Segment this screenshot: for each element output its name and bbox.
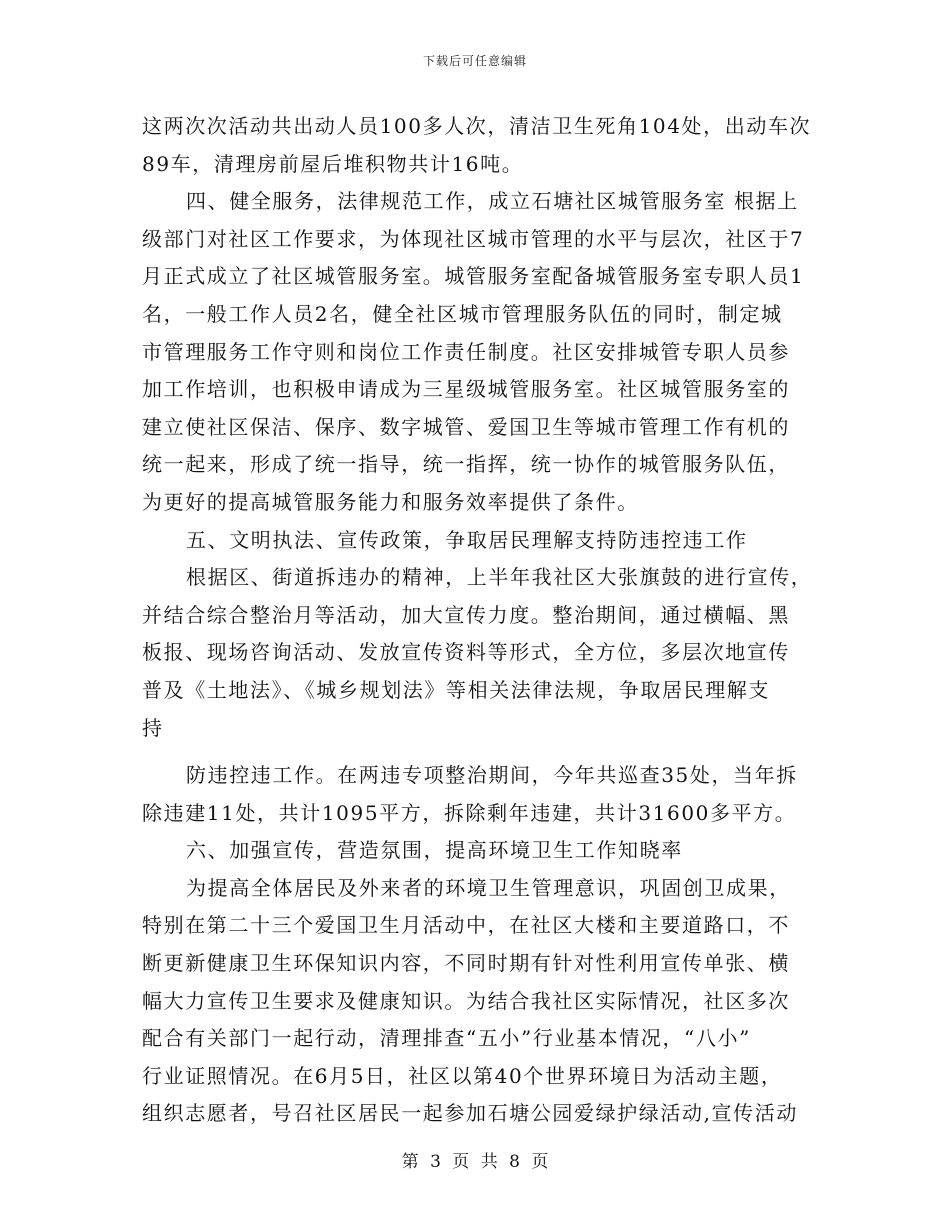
page-header: 下载后可任意编辑 — [422, 54, 527, 68]
section-heading: 五、文明执法、宣传政策，争取居民理解支持防违控违工作 — [186, 527, 748, 552]
body-line: 普及《土地法》、《城乡规划法》等相关法律法规，争取居民理解支 — [142, 677, 770, 702]
body-line: 为提高全体居民及外来者的环境卫生管理意识，巩固创卫成果， — [186, 875, 791, 900]
body-line: 组织志愿者，号召社区居民一起参加石塘公园爱绿护绿活动,宣传活动 — [142, 1101, 798, 1126]
body-line: 并结合综合整治月等活动，加大宣传力度。整治期间，通过横幅、黑 — [142, 602, 790, 627]
body-line: 配合有关部门一起行动，清理排查“五小”行业基本情况，“八小” — [142, 1026, 751, 1051]
body-line: 加工作培训，也积极申请成为三星级城管服务室。社区城管服务室的 — [142, 377, 790, 402]
body-line: 为更好的提高城管服务能力和服务效率提供了条件。 — [142, 489, 639, 514]
body-line: 级部门对社区工作要求，为体现社区城市管理的水平与层次，社区于7 — [142, 226, 805, 251]
body-line: 幅大力宣传卫生要求及健康知识。为结合我社区实际情况，社区多次 — [142, 988, 790, 1013]
body-line: 板报、现场咨询活动、发放宣传资料等形式，全方位，多层次地宣传 — [142, 640, 790, 665]
body-line: 行业证照情况。在6月5日，社区以第40个世界环境日为活动主题， — [142, 1063, 783, 1088]
body-line: 市管理服务工作守则和岗位工作责任制度。社区安排城管专职人员参 — [142, 339, 790, 364]
body-line: 根据区、街道拆违办的精神，上半年我社区大张旗鼓的进行宣传， — [186, 565, 813, 590]
body-line: 89车，清理房前屋后堆积物共计16吨。 — [142, 151, 524, 176]
body-line: 月正式成立了社区城管服务室。城管服务室配备城管服务室专职人员1 — [142, 264, 805, 289]
body-line: 统一起来，形成了统一指导，统一指挥，统一协作的城管服务队伍， — [142, 452, 790, 477]
body-line: 这两次次活动共出动人员100多人次，清洁卫生死角104处，出动车次 — [142, 114, 812, 138]
body-line: 持 — [142, 715, 164, 740]
body-line: 防违控违工作。在两违专项整治期间，今年共巡查35处，当年拆 — [186, 763, 798, 788]
body-line: 特别在第二十三个爱国卫生月活动中，在社区大楼和主要道路口，不 — [142, 913, 790, 938]
section-heading: 六、加强宣传，营造氛围，提高环境卫生工作知晓率 — [186, 838, 683, 863]
page-number: 第 3 页 共 8 页 — [401, 1152, 549, 1172]
section-heading: 四、健全服务，法律规范工作，成立石塘社区城管服务室 根据上 — [186, 189, 799, 214]
body-line: 建立使社区保洁、保序、数字城管、爱国卫生等城市管理工作有机的 — [142, 414, 790, 439]
body-line: 除违建11处，共计1095平方，拆除剩年违建，共计31600多平方。 — [142, 800, 797, 825]
document-body — [142, 108, 814, 1133]
body-line: 断更新健康卫生环保知识内容，不同时期有针对性利用宣传单张、横 — [142, 951, 790, 976]
body-line: 名，一般工作人员2名，健全社区城市管理服务队伍的同时，制定城 — [142, 301, 783, 326]
